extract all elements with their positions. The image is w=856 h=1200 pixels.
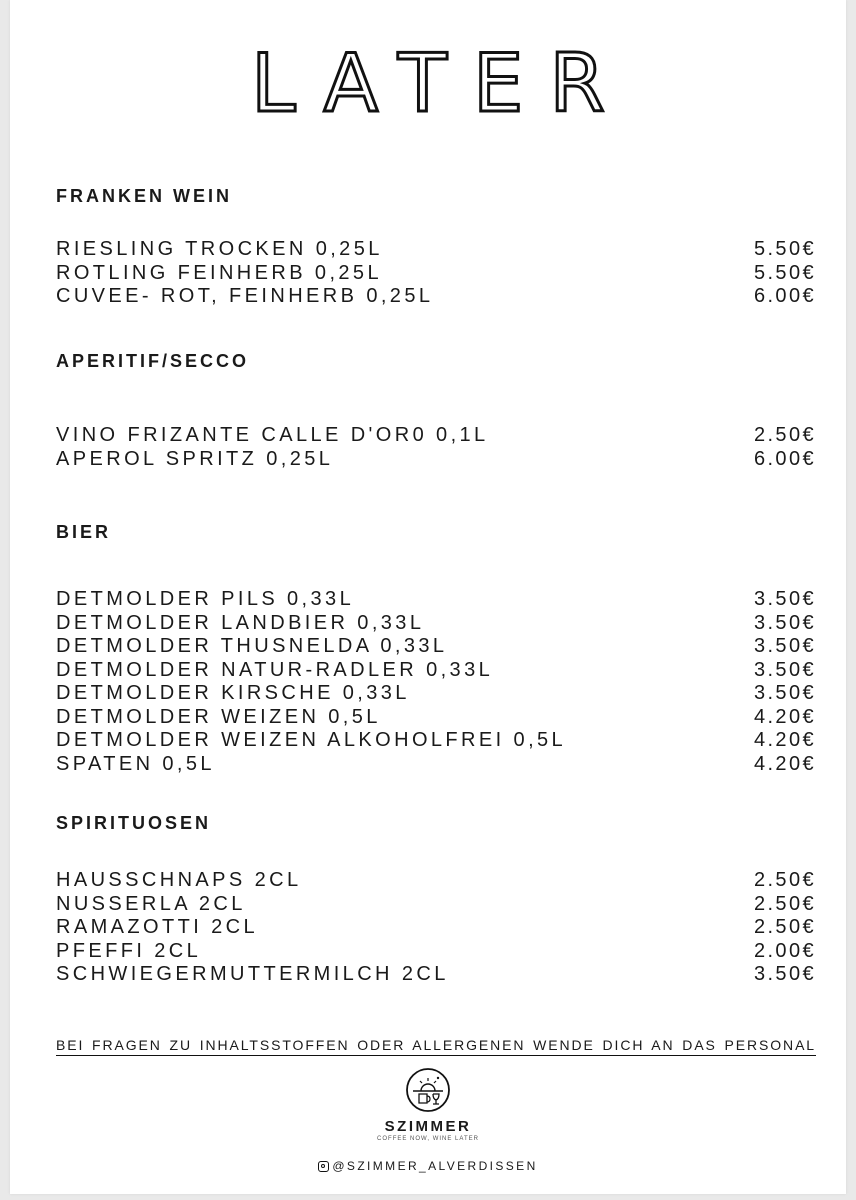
item-name: VINO FRIZANTE CALLE D'OR0 0,1L xyxy=(56,424,489,446)
menu-item xyxy=(56,285,816,309)
item-price: 6.00€ xyxy=(753,285,816,307)
brand-logo xyxy=(10,1067,846,1142)
item-name: PFEFFI 2CL xyxy=(56,939,202,962)
section-heading: FRANKEN WEIN xyxy=(56,186,232,206)
item-name: DETMOLDER LANDBIER 0,33L xyxy=(56,611,425,634)
section-heading: SPIRITUOSEN xyxy=(56,813,212,833)
item-price: 2.50€ xyxy=(753,424,816,446)
item-name: APEROL SPRITZ 0,25L xyxy=(56,447,334,470)
item-price: 5.50€ xyxy=(753,261,816,284)
section-spirituosen xyxy=(56,813,816,987)
section-aperitif-secco xyxy=(56,351,816,471)
item-price: 4.20€ xyxy=(753,705,816,728)
menu-item xyxy=(56,706,816,730)
item-list xyxy=(56,238,816,309)
item-name: DETMOLDER NATUR-RADLER 0,33L xyxy=(56,658,494,681)
section-franken-wein xyxy=(56,186,816,309)
menu-item xyxy=(56,682,816,706)
item-price: 2.50€ xyxy=(753,892,816,915)
page-title: LATER xyxy=(251,37,631,130)
section-bier xyxy=(56,522,816,776)
item-price: 2.50€ xyxy=(753,869,816,891)
item-name: RIESLING TROCKEN 0,25L xyxy=(56,238,383,260)
item-name: DETMOLDER THUSNELDA 0,33L xyxy=(56,635,448,657)
szimmer-logo-icon xyxy=(405,1067,451,1113)
brand-name: SZIMMER xyxy=(384,1118,472,1135)
item-price: 2.00€ xyxy=(753,939,816,962)
item-name: DETMOLDER PILS 0,33L xyxy=(56,588,355,610)
item-name: RAMAZOTTI 2CL xyxy=(56,916,258,938)
menu-item xyxy=(56,659,816,683)
section-heading: APERITIF/SECCO xyxy=(56,351,250,371)
item-name: DETMOLDER KIRSCHE 0,33L xyxy=(56,682,410,704)
item-price: 4.20€ xyxy=(753,729,816,751)
brand-tagline: COFFEE NOW, WINE LATER xyxy=(377,1136,479,1142)
item-price: 2.50€ xyxy=(753,916,816,938)
menu-item xyxy=(56,262,816,286)
item-price: 3.50€ xyxy=(753,682,816,704)
menu-item xyxy=(56,635,816,659)
menu-item xyxy=(56,869,816,893)
menu-item xyxy=(56,448,816,472)
item-price: 5.50€ xyxy=(753,238,816,260)
item-price: 3.50€ xyxy=(753,963,816,985)
item-price: 3.50€ xyxy=(753,658,816,681)
menu-item xyxy=(56,963,816,987)
item-name: SPATEN 0,5L xyxy=(56,752,215,775)
allergen-notice: BEI FRAGEN ZU INHALTSSTOFFEN ODER ALLERGENEN WENDE DICH AN DAS PERSONAL xyxy=(56,1037,816,1056)
item-price: 6.00€ xyxy=(753,447,816,470)
item-list xyxy=(56,424,816,471)
item-price: 3.50€ xyxy=(753,611,816,634)
menu-item xyxy=(56,238,816,262)
menu-item xyxy=(56,612,816,636)
social-handle-text: @SZIMMER_ALVERDISSEN xyxy=(332,1159,538,1173)
menu-item xyxy=(56,753,816,777)
item-list xyxy=(56,588,816,776)
item-price: 3.50€ xyxy=(753,635,816,657)
instagram-icon xyxy=(318,1161,329,1172)
item-price: 3.50€ xyxy=(753,588,816,610)
menu-item xyxy=(56,424,816,448)
menu-item xyxy=(56,588,816,612)
menu-item xyxy=(56,729,816,753)
menu-page xyxy=(10,0,846,1194)
item-list xyxy=(56,869,816,987)
menu-item xyxy=(56,916,816,940)
item-name: CUVEE- ROT, FEINHERB 0,25L xyxy=(56,285,434,307)
section-heading: BIER xyxy=(56,522,112,542)
item-price: 4.20€ xyxy=(753,752,816,775)
item-name: NUSSERLA 2CL xyxy=(56,892,246,915)
item-name: SCHWIEGERMUTTERMILCH 2CL xyxy=(56,963,449,985)
menu-item xyxy=(56,893,816,917)
social-handle xyxy=(10,1159,846,1173)
item-name: DETMOLDER WEIZEN 0,5L xyxy=(56,705,381,728)
item-name: DETMOLDER WEIZEN ALKOHOLFREI 0,5L xyxy=(56,729,567,751)
menu-item xyxy=(56,940,816,964)
item-name: HAUSSCHNAPS 2CL xyxy=(56,869,302,891)
item-name: ROTLING FEINHERB 0,25L xyxy=(56,261,382,284)
